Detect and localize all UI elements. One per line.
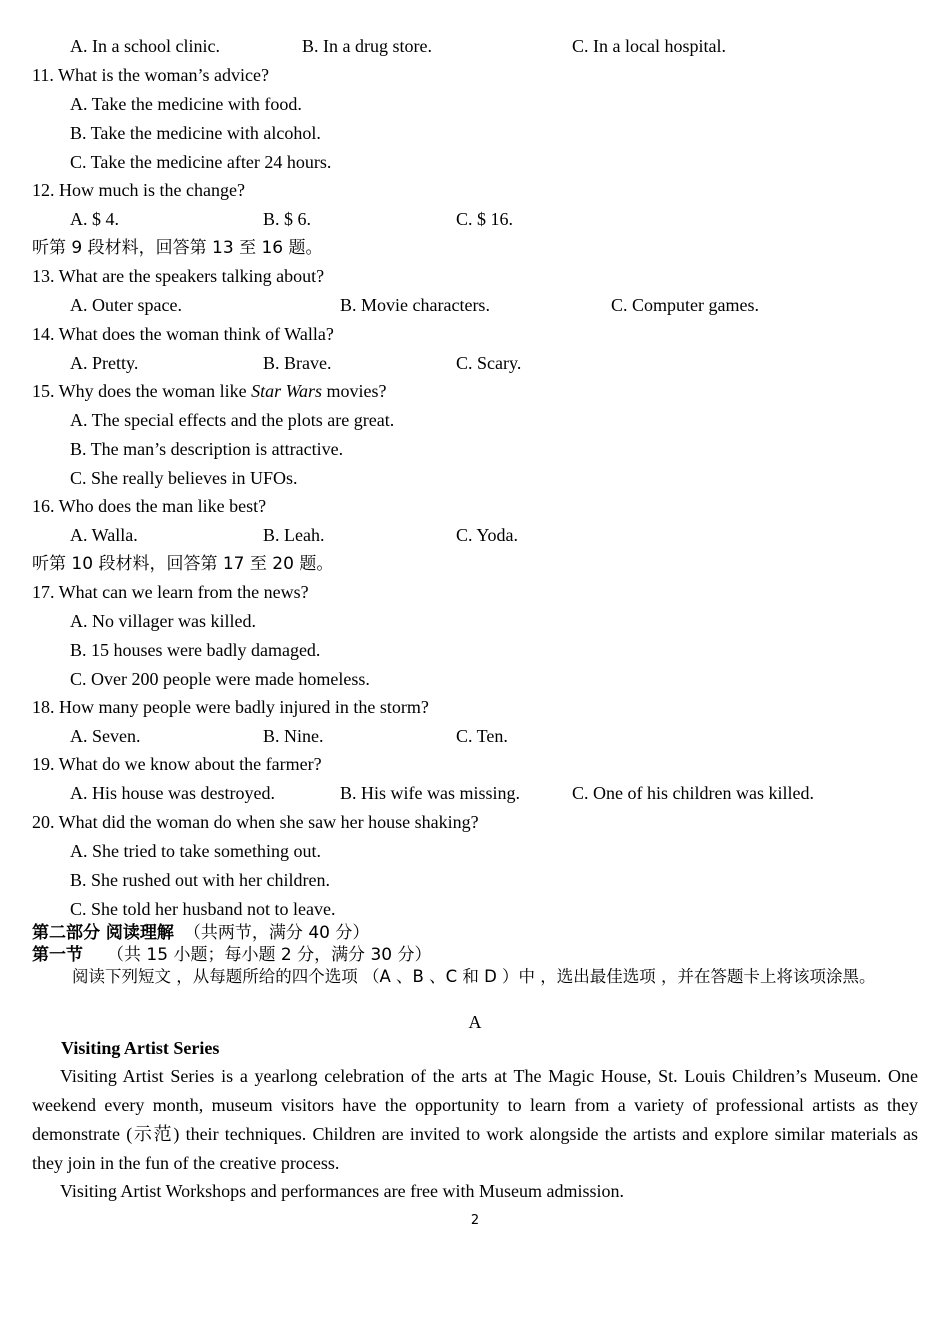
q19-option-b: B. His wife was missing. bbox=[340, 783, 520, 803]
q11-stem: 11. What is the woman’s advice? bbox=[32, 65, 269, 85]
q15-option-a: A. The special effects and the plots are great. bbox=[70, 410, 395, 430]
part-2-heading bbox=[32, 922, 369, 944]
q15-stem bbox=[32, 380, 387, 402]
q15-stem-suffix: movies? bbox=[322, 381, 387, 401]
q16-stem: 16. Who does the man like best? bbox=[32, 496, 267, 516]
q20-option-c: C. She told her husband not to leave. bbox=[70, 899, 336, 919]
passage-title: Visiting Artist Series bbox=[61, 1038, 220, 1058]
q15-option-b: B. The man’s description is attractive. bbox=[70, 439, 344, 459]
q14-option-c: C. Scary. bbox=[456, 353, 522, 373]
q16-option-c: C. Yoda. bbox=[456, 525, 519, 545]
q13-stem: 13. What are the speakers talking about? bbox=[32, 266, 325, 286]
q19-stem: 19. What do we know about the farmer? bbox=[32, 754, 322, 774]
q19-option-c: C. One of his children was killed. bbox=[572, 783, 814, 803]
passage-paragraph-1 bbox=[32, 1062, 918, 1178]
q17-option-c: C. Over 200 people were made homeless. bbox=[70, 669, 370, 689]
section-1-heading bbox=[32, 944, 432, 966]
part-2-note: （共两节，满分 40 分） bbox=[183, 923, 370, 943]
q19-option-a: A. His house was destroyed. bbox=[70, 783, 275, 803]
q13-option-b: B. Movie characters. bbox=[340, 295, 490, 315]
q16-option-a: A. Walla. bbox=[70, 525, 138, 545]
section-1-note: （共 15 小题；每小题 2 分，满分 30 分） bbox=[107, 945, 432, 965]
q13-option-a: A. Outer space. bbox=[70, 295, 182, 315]
q15-option-c: C. She really believes in UFOs. bbox=[70, 468, 298, 488]
q11-option-a: A. Take the medicine with food. bbox=[70, 94, 302, 114]
page-number: 2 bbox=[470, 1213, 480, 1228]
q15-stem-title: Star Wars bbox=[251, 381, 322, 401]
q20-stem: 20. What did the woman do when she saw her house shaking? bbox=[32, 812, 479, 832]
q11-option-b: B. Take the medicine with alcohol. bbox=[70, 123, 321, 143]
q18-option-a: A. Seven. bbox=[70, 726, 141, 746]
q14-option-b: B. Brave. bbox=[263, 353, 332, 373]
q16-option-b: B. Leah. bbox=[263, 525, 325, 545]
q18-option-c: C. Ten. bbox=[456, 726, 508, 746]
q17-stem: 17. What can we learn from the news? bbox=[32, 582, 309, 602]
q10-option-b: B. In a drug store. bbox=[302, 36, 432, 56]
section-10-instruction: 听第 10 段材料，回答第 17 至 20 题。 bbox=[32, 554, 334, 574]
q18-option-b: B. Nine. bbox=[263, 726, 324, 746]
passage-paragraph-1-text: Visiting Artist Series is a yearlong celebration of the arts at The Magic House, St. Louis Children’s Museum. One weekend every month, museum visitors have the opportunity to learn from a variety of professional artists as they demonstrate (示范) their techniques. Children are invited to work alongside the artists and explore similar materials as they join in the fun of the creative process. bbox=[32, 1066, 918, 1173]
q12-option-b: B. $ 6. bbox=[263, 209, 312, 229]
passage-label: A bbox=[468, 1012, 482, 1032]
q20-option-b: B. She rushed out with her children. bbox=[70, 870, 330, 890]
q13-option-c: C. Computer games. bbox=[611, 295, 759, 315]
section-1-title: 第一节 bbox=[32, 945, 83, 965]
q17-option-b: B. 15 houses were badly damaged. bbox=[70, 640, 321, 660]
q15-stem-prefix: 15. Why does the woman like bbox=[32, 381, 252, 401]
q11-option-c: C. Take the medicine after 24 hours. bbox=[70, 152, 332, 172]
q14-option-a: A. Pretty. bbox=[70, 353, 139, 373]
q14-stem: 14. What does the woman think of Walla? bbox=[32, 324, 334, 344]
q12-stem: 12. How much is the change? bbox=[32, 180, 245, 200]
q10-option-c: C. In a local hospital. bbox=[572, 36, 726, 56]
passage-paragraph-2-text: Visiting Artist Workshops and performances are free with Museum admission. bbox=[60, 1181, 625, 1201]
q12-option-a: A. $ 4. bbox=[70, 209, 119, 229]
q10-option-a: A. In a school clinic. bbox=[70, 36, 220, 56]
section-9-instruction: 听第 9 段材料，回答第 13 至 16 题。 bbox=[32, 238, 323, 258]
part-2-title: 第二部分 阅读理解 bbox=[32, 923, 174, 943]
passage-paragraph-2 bbox=[32, 1177, 918, 1206]
reading-instructions: 阅读下列短文 ，从每题所给的四个选项 （A 、B 、C 和 D ）中 ，选出最佳选项 ，并在答题卡上将该项涂黑。 bbox=[72, 967, 876, 986]
q18-stem: 18. How many people were badly injured in the storm? bbox=[32, 697, 429, 717]
q17-option-a: A. No villager was killed. bbox=[70, 611, 256, 631]
q12-option-c: C. $ 16. bbox=[456, 209, 514, 229]
q20-option-a: A. She tried to take something out. bbox=[70, 841, 321, 861]
